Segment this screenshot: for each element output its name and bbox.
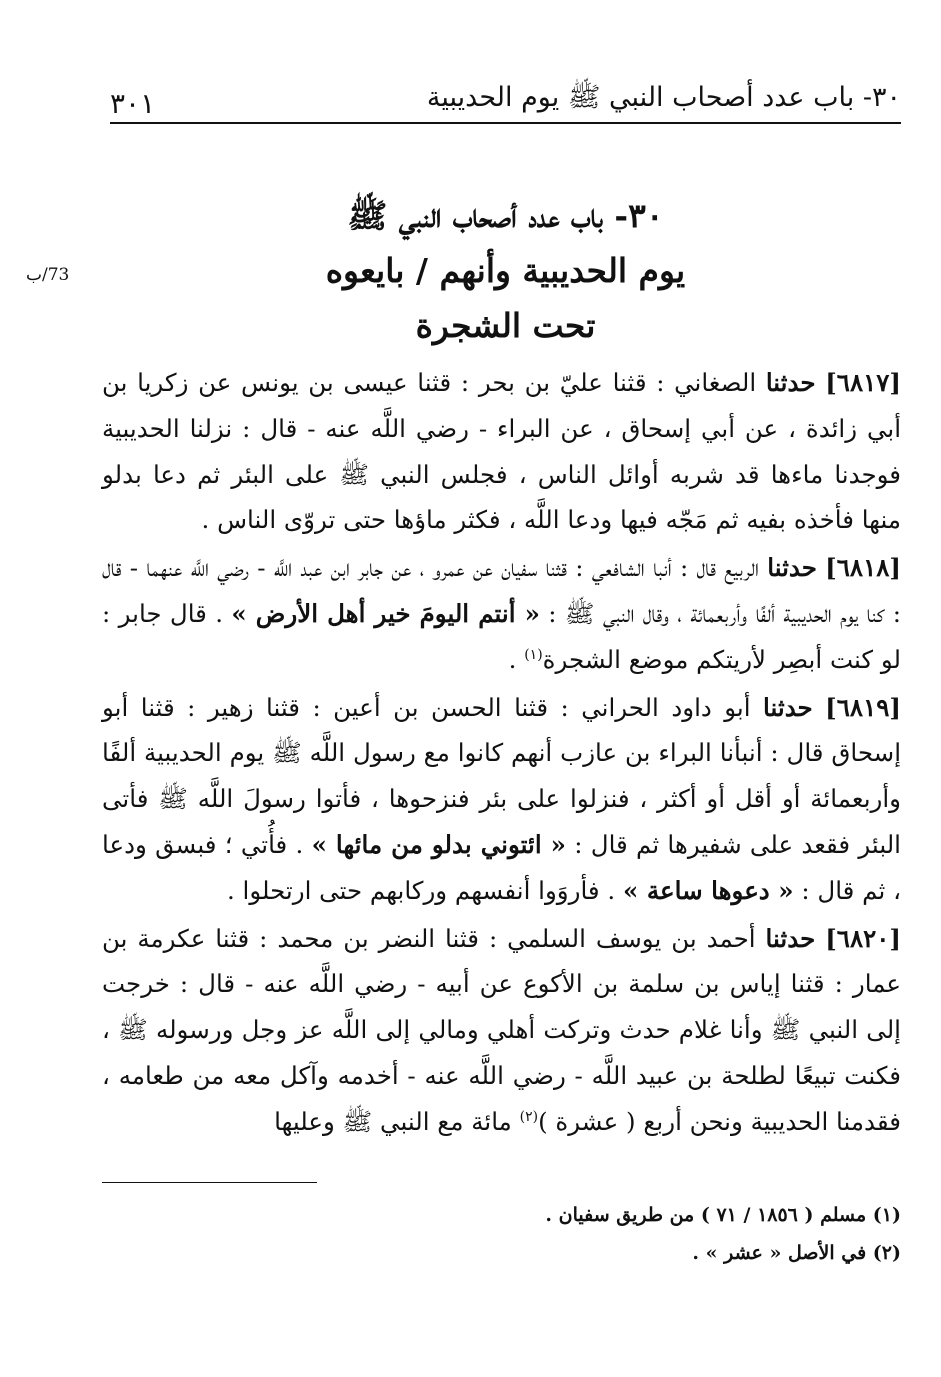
footnote-ref-2: (٢) <box>519 1108 539 1125</box>
running-title: ٣٠- باب عدد أصحاب النبي ﷺ يوم الحديبية <box>426 82 901 113</box>
chapter-title-line-2: يوم الحديبية وأنهم / بايعوه <box>325 251 686 290</box>
hadith-text: الربيع قال : أنبا الشافعي : قثنا سفيان عن عمرو ، عن جابر ابن عبد اللَّه - رضي اللَّه عنهما - قال : كنا يوم الحديبية ألفًا وأربعمائة ، وقال النبي ﷺ : <box>102 553 901 628</box>
hadith-text: . قال جابر : لو كنت أبصِر لأريتكم موضع الشجرة <box>102 598 901 674</box>
hadith-text: أبو داود الحراني : قثنا الحسن بن أعين : قثنا زهير : قثنا أبو إسحاق قال : أنبأنا البراء بن عازب أنهم كانوا مع رسول اللَّه ﷺ يوم الحديبية ألفًا وأربعمائة أو أقل أو أكثر ، فنزلوا على بئر فنزحوها ، فأتوا رسولَ اللَّه ﷺ فأتى البئر فقعد على شفيرها ثم قال : <box>102 692 901 859</box>
hadith-6819 <box>102 685 901 914</box>
prophetic-quote: « دعوها ساعة » <box>623 875 794 905</box>
prophetic-quote: « ائتوني بدلو من مائها » <box>311 829 566 859</box>
footnotes <box>102 1196 901 1272</box>
footnote-2: (٢) في الأصل « عشر » . <box>692 1242 901 1264</box>
page-number: ٣٠١ <box>110 87 156 120</box>
hadith-lead: حدثنا <box>765 923 816 953</box>
manuscript-folio-note: 73/ب <box>26 265 70 285</box>
hadith-number: [٦٨١٨] <box>825 553 901 583</box>
hadith-number: [٦٨٢٠] <box>825 923 902 953</box>
hadith-number: [٦٨١٧] <box>825 368 902 397</box>
hadith-text: . فأُتي ؛ فبسق ودعا ، ثم قال : <box>102 829 901 905</box>
running-header <box>110 72 901 120</box>
hadith-6818 <box>102 545 901 682</box>
hadith-text: أحمد بن يوسف السلمي : قثنا النضر بن محمد : قثنا عكرمة بن عمار : قثنا إياس بن سلمة بن الأكوع عن أبيه - رضي اللَّه عنه - قال : خرجت إلى النبي ﷺ وأنا غلام حدث وتركت أهلي ومالي إلى اللَّه عز وجل ورسوله ﷺ ، فكنت تبيعًا لطلحة بن عبيد اللَّه - رضي اللَّه عنه - أخدمه وآكل معه من طعامه ، فقدمنا الحديبية ونحن أربع ( عشرة ) <box>102 923 901 1136</box>
hadith-text: الصغاني : قثنا عليّ بن بحر : قثنا عيسى بن يونس عن زكريا بن أبي زائدة ، عن أبي إسحاق ، عن البراء - رضي اللَّه عنه - قال : نزلنا الحديبية فوجدنا ماءها قد شربه أوائل الناس ، فجلس النبي ﷺ على البئر ثم دعا بدلو منها فأخذه بفيه ثم مَجّه فيها ودعا اللَّه ، فكثر ماؤها حتى تروّى الناس . <box>102 368 901 535</box>
header-rule <box>110 122 901 124</box>
hadith-lead: حدثنا <box>767 553 817 583</box>
chapter-title-line-1: ٣٠- باب عدد أصحاب النبي ﷺ <box>347 196 664 235</box>
footnote-1: (١) مسلم ( ١٨٥٦ / ٧١ ) من طريق سفيان . <box>545 1204 901 1226</box>
chapter-title <box>110 188 901 353</box>
hadith-lead: حدثنا <box>765 368 816 397</box>
footnote-ref-1: (١) <box>524 646 543 663</box>
prophetic-quote: « أنتم اليومَ خير أهل الأرض » <box>231 598 540 628</box>
hadith-6817 <box>102 360 901 543</box>
main-text <box>102 360 901 1147</box>
footnote-rule <box>102 1182 317 1183</box>
hadith-lead: حدثنا <box>763 692 813 722</box>
hadith-6820 <box>102 916 901 1145</box>
hadith-number: [٦٨١٩] <box>825 692 901 722</box>
hadith-text: . <box>508 644 517 674</box>
chapter-title-line-3: تحت الشجرة <box>415 306 596 345</box>
hadith-text: مائة مع النبي ﷺ وعليها <box>274 1106 512 1136</box>
hadith-text: . فأروَوا أنفسهم وركابهم حتى ارتحلوا . <box>226 875 616 905</box>
